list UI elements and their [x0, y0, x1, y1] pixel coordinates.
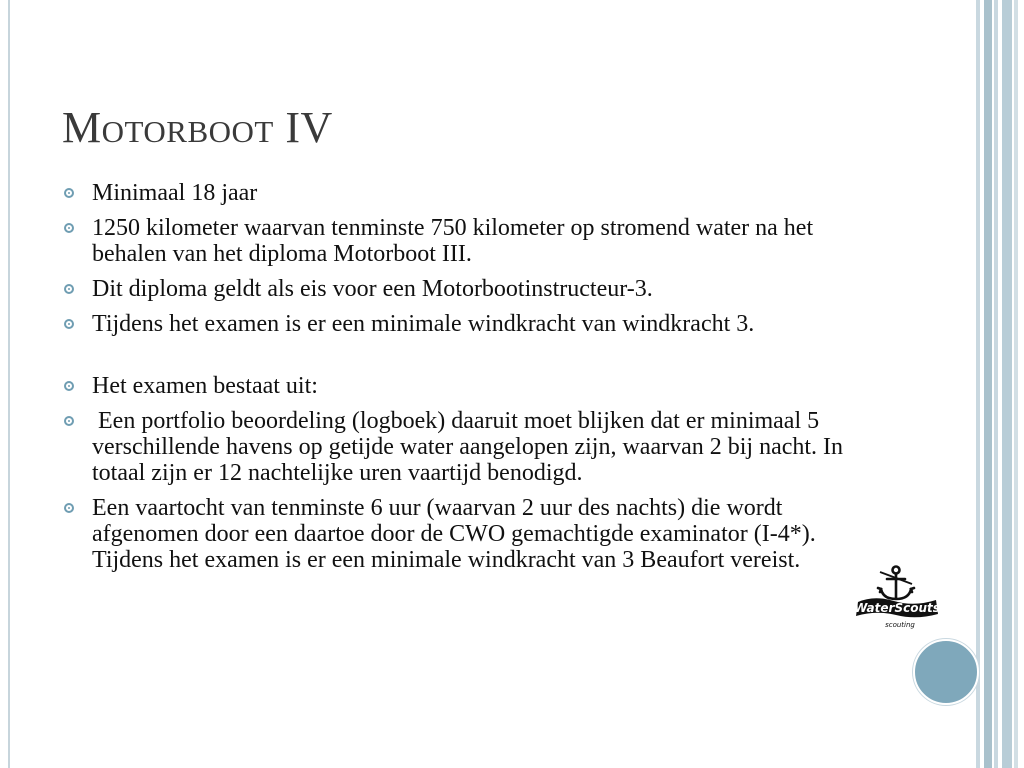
- logo-brand-text: WaterScouts: [854, 601, 940, 615]
- decor-stripe: [984, 0, 992, 768]
- bullet-list: [62, 180, 892, 582]
- logo-sub-text: scouting: [885, 621, 915, 629]
- bullet-icon: [64, 284, 74, 294]
- bullet-item: [62, 373, 892, 399]
- decor-stripe: [1002, 0, 1012, 768]
- bullet-icon: [64, 416, 74, 426]
- bullet-icon: [64, 381, 74, 391]
- bullet-item: [62, 180, 892, 206]
- bullet-item: [62, 215, 892, 267]
- bullet-icon: [64, 223, 74, 233]
- decor-stripe: [976, 0, 980, 768]
- waterscouts-logo: [850, 562, 942, 634]
- bullet-icon: [64, 188, 74, 198]
- bullet-item: [62, 495, 892, 573]
- decor-stripe: [994, 0, 998, 768]
- bullet-text: 1250 kilometer waarvan tenminste 750 kilometer op stromend water na het behalen van het diploma Motorboot III.: [92, 215, 814, 267]
- bullet-item: [62, 408, 892, 486]
- bullet-text: Een portfolio beoordeling (logboek) daaruit moet blijken dat er minimaal 5 verschillende havens op getijde water aangelopen zijn, waarvan 2 bij nacht. In totaal zijn er 12 nachtelijke uren vaartijd benodigd.: [92, 408, 850, 486]
- bullet-item: [62, 311, 892, 337]
- decor-stripe: [1014, 0, 1018, 768]
- bullet-text: Minimaal 18 jaar: [92, 180, 258, 206]
- bullet-text: Tijdens het examen is er een minimale windkracht van windkracht 3.: [92, 311, 755, 337]
- slide-title: Motorboot IV: [62, 103, 333, 152]
- frame-line: [8, 0, 10, 768]
- bullet-item: [62, 276, 892, 302]
- bullet-text: Een vaartocht van tenminste 6 uur (waarvan 2 uur des nachts) die wordt afgenomen door een daartoe door de CWO gemachtigde examinator (I-4*). Tijdens het examen is er een minimale windkracht van 3 Beaufort vereist.: [92, 495, 816, 573]
- bullet-text: Dit diploma geldt als eis voor een Motorbootinstructeur-3.: [92, 276, 653, 302]
- decor-circle: [913, 639, 979, 705]
- bullet-icon: [64, 503, 74, 513]
- bullet-icon: [64, 319, 74, 329]
- bullet-text: Het examen bestaat uit:: [92, 373, 318, 399]
